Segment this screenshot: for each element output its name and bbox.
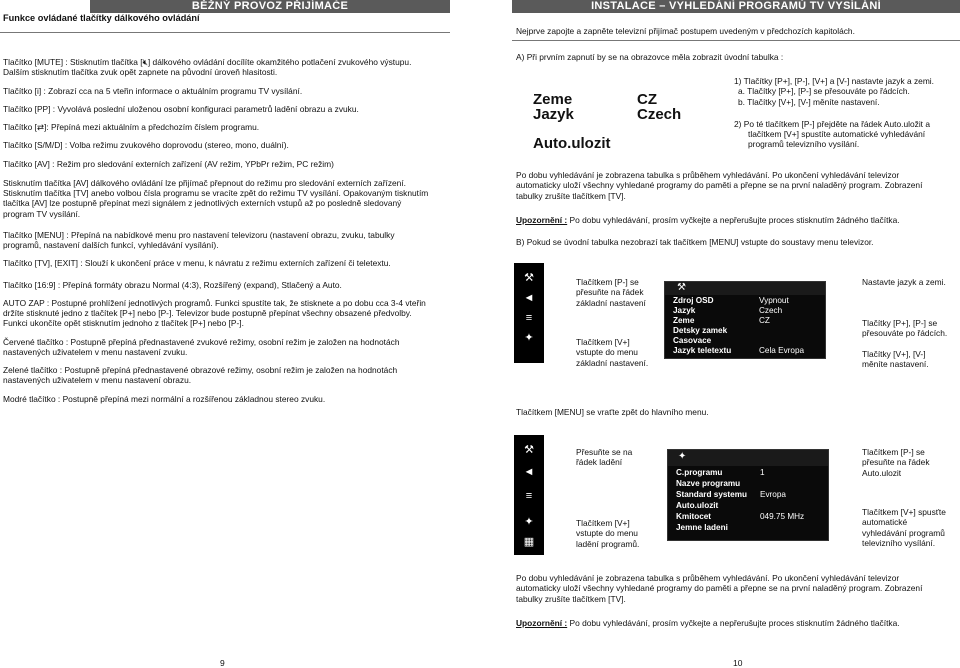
swap-icon: ⇄ (36, 122, 45, 132)
green-2: nastavených uživatelem v menu nastavení obrazu. (3, 375, 192, 386)
menu-value-zdroj: Vypnout (759, 296, 789, 305)
speaker-icon-2: ◄ (518, 463, 540, 481)
red-1: Červené tlačítko : Postupně přepíná přednastavené zvukové režimy, osobní režim je založen na hodnotách (3, 336, 400, 347)
tuning-header-bar (668, 450, 828, 466)
info-line: Tlačítko [i] : Zobrazí cca na 5 vteřin informace o aktuálním programu TV vysílání. (3, 85, 303, 96)
fig3-right-top (862, 447, 930, 478)
menu-paragraph-2: programů, nastavení dalších funkcí, vyhledávání vysílání). (3, 240, 219, 250)
autozap-2: držíte stisknuté jedno z tlačítek [P+] nebo [P-]. Televizor bude postupně přepínat všechny obsazené předvolby. (3, 308, 412, 318)
fig2-r2-2: přesouváte po řádcích. (862, 328, 948, 339)
picture-icon: ≡ (518, 309, 540, 327)
search-note (516, 170, 958, 201)
auto-ulozit-label: Auto.ulozit (533, 135, 611, 152)
av-paragraph-2: Stisknutím tlačítka [TV] anebo volbou čísla programu se vracíte zpět do režimu TV vysílání. Opakovaným tisknutím (3, 188, 429, 198)
warning-1: Upozornění : Po dobu vyhledávání, prosím vyčkejte a nepřerušujte proces stisknutím žádného tlačítka. (516, 215, 900, 225)
fig2-r3-1: Tlačítky [V+], [V-] (862, 349, 926, 359)
ratio-line: Tlačítko [16:9] : Přepíná formáty obrazu Normal (4:3), Rozšířený (expand), Stlačený a Auto. (3, 279, 342, 290)
mute-line-2: Dalším stisknutím tlačítka zvuk opět zapnete na původní úroveň hlasitosti. (3, 67, 278, 78)
menu-paragraph-1: Tlačítko [MENU] : Přepíná na nabídkové menu pro nastavení televizoru (nastavení obrazu, zvuku, tabulky (3, 229, 395, 240)
fig3-rb-1: Tlačítkem [V+] spusťte (862, 507, 946, 517)
menu-row-zeme: Zeme (673, 316, 695, 325)
fig3-rb-2: automatické (862, 517, 908, 528)
right-page-number: 10 (733, 658, 743, 668)
red-2: nastavených uživatelem v menu nastavení zvuku. (3, 346, 188, 357)
tuning-value-cprogramu: 1 (760, 468, 765, 477)
tuning-row-kmitocet: Kmitocet (676, 512, 712, 521)
list-1a: a. Tlačítky [P+], [P-] se přesouváte po řádcích. (738, 86, 910, 97)
fig2-lt-2: přesuňte na řádek (576, 287, 644, 298)
av-line: Tlačítko [AV] : Režim pro sledování externích zařízení (AV režim, YPbPr režim, PC režim) (3, 158, 334, 169)
tools-icon: ⚒ (518, 269, 540, 287)
list-1: 1) Tlačítky [P+], [P-], [V+] a [V-] nastavte jazyk a zemi. (734, 76, 934, 86)
fig3-lt-2: řádek ladění (576, 457, 623, 468)
zeme-value: CZ (637, 91, 657, 108)
jazyk-label: Jazyk (533, 106, 574, 123)
menu-icon-column (514, 263, 544, 363)
menu-row-detsky-zamek: Detsky zamek (673, 326, 728, 335)
autozap-3: Funkci ukončíte opět stisknutím jednoho z tlačítek [P+] nebo [P-]. (3, 318, 244, 329)
fig3-rt-2: přesuňte na řádek (862, 457, 930, 468)
satellite-icon-2: ✦ (518, 513, 540, 531)
tuning-menu (667, 449, 829, 541)
fig3-rt-1: Tlačítkem [P-] se (862, 447, 925, 457)
step-list (734, 76, 959, 150)
tuning-row-cprogramu: C.programu (676, 468, 723, 477)
left-body (3, 57, 448, 404)
settings-icon: ▦ (518, 533, 540, 551)
fig3-left-bottom (576, 518, 639, 549)
satellite-header-icon: ✦ (678, 451, 687, 462)
tuning-row-nazev: Nazve programu (676, 479, 741, 488)
tv-exit-line: Tlačítko [TV], [EXIT] : Slouží k ukončení práce v menu, k návratu z režimu externích zařízení či teletextu. (3, 258, 391, 269)
search-3: tabulky zrušíte tlačítkem [TV]. (516, 190, 626, 201)
right-divider (512, 40, 960, 41)
fig2-right-3 (862, 349, 959, 370)
section-title: Funkce ovládané tlačítky dálkového ovládání (3, 13, 200, 23)
wrench-icon: ⚒ (677, 282, 686, 293)
wrench-icon-2: ⚒ (518, 441, 540, 459)
fig2-lb-2: vstupte do menu (576, 347, 638, 358)
mute-line: Tlačítko [MUTE] : Stisknutím tlačítka [🔇︎] dálkového ovládání docílíte okamžitého potlačení zvukového výstupu. (3, 57, 412, 67)
warning-2: Upozornění : Po dobu vyhledávání, prosím vyčkejte a nepřerušujte proces stisknutím žádného tlačítka. (516, 618, 900, 628)
tuning-value-kmitocet: 049.75 MHz (760, 512, 805, 521)
basic-settings-menu (664, 281, 826, 359)
menu-value-jazyk: Czech (759, 306, 783, 315)
figure-basic-settings (512, 263, 960, 373)
fig2-left-top (576, 277, 646, 308)
tuning-row-standard: Standard systemu (676, 490, 747, 499)
back-menu-line: Tlačítkem [MENU] se vraťte zpět do hlavního menu. (516, 407, 709, 417)
menu-row-casovace: Casovace (673, 336, 712, 345)
search-note-2 (516, 573, 958, 604)
menu-row-jazyk: Jazyk (673, 306, 696, 315)
fig3-lb-3: ladění programů. (576, 538, 640, 549)
fig3-rt-3: Auto.ulozit (862, 467, 902, 478)
fig2-r2-1: Tlačítky [P+], [P-] se (862, 318, 938, 328)
fig2-lb-3: základní nastavení. (576, 357, 649, 368)
tuning-value-standard: Evropa (760, 490, 786, 499)
fig3-left-top (576, 447, 632, 468)
fig2-left-bottom (576, 337, 648, 368)
menu-value-teletext: Cela Evropa (759, 346, 805, 355)
speaker-icon: ◄ (518, 289, 540, 307)
tuning-row-jemne-ladeni: Jemne ladeni (676, 523, 728, 532)
fig3-lt-1: Přesuňte se na (576, 447, 633, 457)
fig3-rb-3: vyhledávání programů (862, 527, 945, 538)
search-1: Po dobu vyhledávání je zobrazena tabulka s průběhem vyhledávání. Po ukončení vyhledávání televizor (516, 170, 900, 180)
fig3-right-bottom (862, 507, 946, 548)
left-divider (0, 32, 450, 33)
tuning-icon-column (514, 435, 544, 555)
swap-line: Tlačítko [⇄]: Přepíná mezi aktuálním a předchozím číslem programu. (3, 122, 260, 132)
fig2-lb-1: Tlačítkem [V+] (576, 337, 630, 347)
search2-3: tabulky zrušíte tlačítkem [TV]. (516, 593, 626, 604)
list-2b: tlačítkem [V+] spustíte automatické vyhledávání (748, 129, 926, 139)
jazyk-value: Czech (637, 106, 682, 123)
menu-header-bar (665, 282, 825, 295)
autozap-1: AUTO ZAP : Postupné prohlížení jednotlivých programů. Funkci spustíte tak, že stisknete a po dobu cca 3-4 vteřin (3, 297, 426, 308)
search2-1: Po dobu vyhledávání je zobrazena tabulka s průběhem vyhledávání. Po ukončení vyhledávání televizor (516, 573, 900, 583)
av-paragraph-3: tlačítka [AV] lze postupně přepínat mezi signálem z jednotlivých externích vstupů až po posledně sledovaný (3, 198, 402, 209)
menu-row-zdroj-osd: Zdroj OSD (673, 296, 714, 305)
tuning-row-auto-ulozit: Auto.ulozit (676, 501, 719, 510)
fig2-right-1: Nastavte jazyk a zemi. (862, 277, 946, 287)
fig3-lb-1: Tlačítkem [V+] (576, 518, 630, 528)
step-a: A) Při prvním zapnutí by se na obrazovce měla zobrazit úvodní tabulka : (516, 52, 784, 62)
list-1b: b. Tlačítky [V+], [V-] měníte nastavení. (738, 96, 880, 107)
search2-2: automaticky uloží všechny vyhledané programy do paměti a přepne se na první naladěný program. Zobrazení (516, 583, 923, 594)
fig2-lt-3: základní nastavení (576, 297, 646, 308)
initial-screen (515, 79, 715, 159)
menu-value-zeme: CZ (759, 316, 770, 325)
left-page-number: 9 (220, 658, 225, 668)
right-header: INSTALACE – VYHLEDÁNÍ PROGRAMŮ TV VYSÍLÁNÍ (512, 0, 960, 13)
av-paragraph-1: Stisknutím tlačítka [AV] dálkového ovládání lze přijímač přepnout do režimu pro sledování externích zařízení. (3, 177, 406, 188)
intro-text: Nejprve zapojte a zapněte televizní přijímač postupem uvedeným v předchozích kapitolách. (516, 26, 855, 36)
fig3-lb-2: vstupte do menu (576, 528, 638, 539)
fig3-rb-4: televizního vysílání. (862, 537, 936, 548)
fig2-lt-1: Tlačítkem [P-] se (576, 277, 639, 287)
list-2a: 2) Po té tlačítkem [P-] přejděte na řádek Auto.uložit a (734, 118, 930, 129)
left-header: BĚŽNÝ PROVOZ PŘIJÍMAČE (90, 0, 450, 13)
picture-icon-2: ≡ (518, 487, 540, 505)
zeme-label: Zeme (533, 91, 573, 108)
blue-line: Modré tlačítko : Postupně přepíná mezi normální a rozšířenou základnou stereo zvuku. (3, 393, 326, 404)
search-2: automaticky uloží všechny vyhledané programy do paměti a přepne se na první naladěný program. Zobrazení (516, 180, 923, 191)
pp-line: Tlačítko [PP] : Vyvolává poslední uloženou osobní konfiguraci parametrů ladění obrazu a zvuku. (3, 103, 359, 114)
av-paragraph-4: program TV vysílání. (3, 208, 81, 219)
step-b: B) Pokud se úvodní tabulka nezobrazí tak tlačítkem [MENU] vstupte do soustavy menu televizor. (516, 237, 874, 247)
green-1: Zelené tlačítko : Postupně přepíná přednastavené obrazové režimy, osobní režim je založen na hodnotách (3, 365, 398, 375)
fig2-r3-2: měníte nastavení. (862, 359, 929, 370)
mute-icon: 🔇︎ (142, 57, 148, 67)
list-2c: programů televizního vysílání. (748, 139, 860, 150)
fig2-right-2 (862, 318, 959, 339)
smd-line: Tlačítko [S/M/D] : Volba režimu zvukového doprovodu (stereo, mono, duální). (3, 140, 289, 151)
figure-tuning (512, 435, 960, 555)
satellite-icon: ✦ (518, 329, 540, 347)
menu-row-jazyk-teletextu: Jazyk teletextu (673, 346, 732, 355)
